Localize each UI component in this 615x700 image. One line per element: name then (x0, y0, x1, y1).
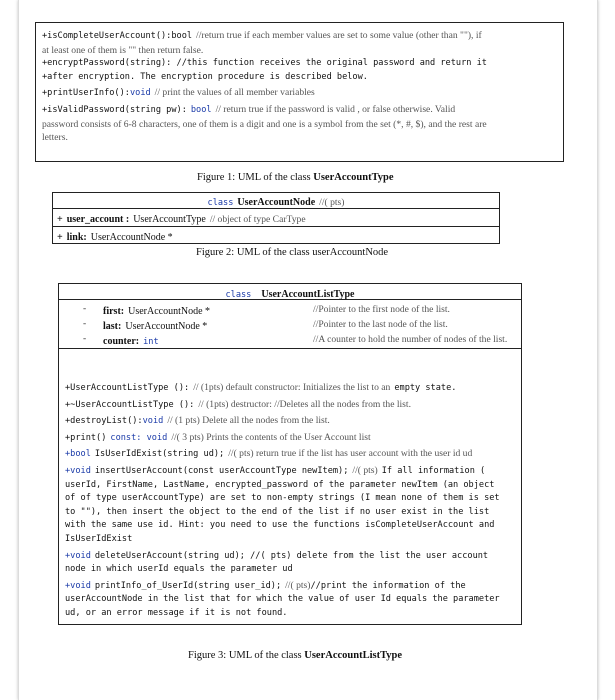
useraccounttype-operations-box (35, 22, 564, 162)
operations-section (65, 379, 515, 621)
attr-first: - first: UserAccountNode * //Pointer to the first node of the list. (83, 304, 450, 317)
op-isvalidpassword-cont: password consists of 6-8 characters, one of them is a digit and one is a symbol from the set (*, #, $), and the rest are (42, 118, 487, 130)
attr-last: - last: UserAccountNode * //Pointer to the last node of the list. (83, 319, 448, 332)
op-insert-cont-1: userId, FirstName, LastName, encrypted_password of the parameter newItem (an object (65, 479, 495, 490)
op-destructor: +~UserAccountListType (): // (1pts) destructor: //Deletes all the nodes from the list. (65, 398, 411, 410)
op-insertuseraccount: +void insertUserAccount(const userAccountType newItem); //( pts) If all information ( (65, 464, 486, 476)
op-print: +print() const: void //( 3 pts) Prints the contents of the User Account list (65, 431, 371, 443)
attr-user-account: + user_account : UserAccountType // object of type CarType (53, 209, 499, 227)
figure-3-caption: Figure 3: UML of the class UserAccountListType (188, 650, 403, 661)
op-delete-cont: node in which userId equals the parameter ud (65, 564, 293, 575)
op-insert-cont-4: with the same use id. Hint: you need to use the functions isCompleteUserAccount and (65, 520, 495, 531)
op-printinfo-cont-1: userAccountNode in the list that for which the value of user Id equals the parameter (65, 594, 500, 605)
op-constructor: +UserAccountListType (): // (1pts) default constructor: Initializes the list to an empty state. (65, 382, 457, 393)
op-encrypt: +encryptPassword(string): //this function receives the original password and return it (42, 58, 487, 69)
op-insert-cont-2: of of type userAccountType) are set to non-empty strings (I mean none of them is set (65, 493, 500, 504)
useraccountlisttype-title: class UserAccountListType (225, 289, 355, 300)
op-iscomplete: +isCompleteUserAccount():bool //return true if each member values are set to some value (other than ""), if (42, 30, 482, 41)
op-iscomplete-cont: at least one of them is "" then return false. (42, 44, 204, 56)
op-printinfo: +void printInfo_of_UserId(string user_id); //( pts)//print the information of the (65, 579, 466, 591)
attr-counter: - counter: int //A counter to hold the number of nodes of the list. (83, 334, 508, 347)
attributes-section (59, 299, 521, 349)
op-isvalidpassword: +isValidPassword(string pw): bool // return true if the password is valid , or false otherwise. Valid (42, 103, 456, 115)
op-deleteuseraccount: +void deleteUserAccount(string ud); //( pts) delete from the list the user account (65, 550, 489, 561)
useraccountlisttype-uml-box (58, 283, 522, 625)
op-insert-cont-5: IsUserIdExist (65, 533, 133, 544)
op-insert-cont-3: to ""), then insert the object to the end of the list if no user exist in the list (65, 506, 490, 517)
op-isvalidpassword-cont2: letters. (42, 132, 68, 144)
figure-2-caption: Figure 2: UML of the class userAccountNode (196, 247, 389, 258)
useraccountnode-uml-box (52, 192, 500, 244)
useraccountnode-title: class UserAccountNode //( pts) (53, 193, 499, 209)
op-isuseridexist: +bool IsUserIdExist(string ud); //( pts) return true if the list has user account with the user id ud (65, 448, 473, 460)
op-encrypt-cont: +after encryption. The encryption procedure is described below. (42, 71, 368, 82)
op-printinfo-cont-2: ud, or an error message if it is not found. (65, 607, 288, 618)
attr-link: + link: UserAccountNode * (57, 232, 173, 243)
op-destroylist: +destroyList():void // (1 pts) Delete all the nodes from the list. (65, 415, 330, 427)
figure-1-caption: Figure 1: UML of the class UserAccountType (197, 172, 394, 183)
op-printuserinfo: +printUserInfo():void // print the values of all member variables (42, 87, 315, 99)
